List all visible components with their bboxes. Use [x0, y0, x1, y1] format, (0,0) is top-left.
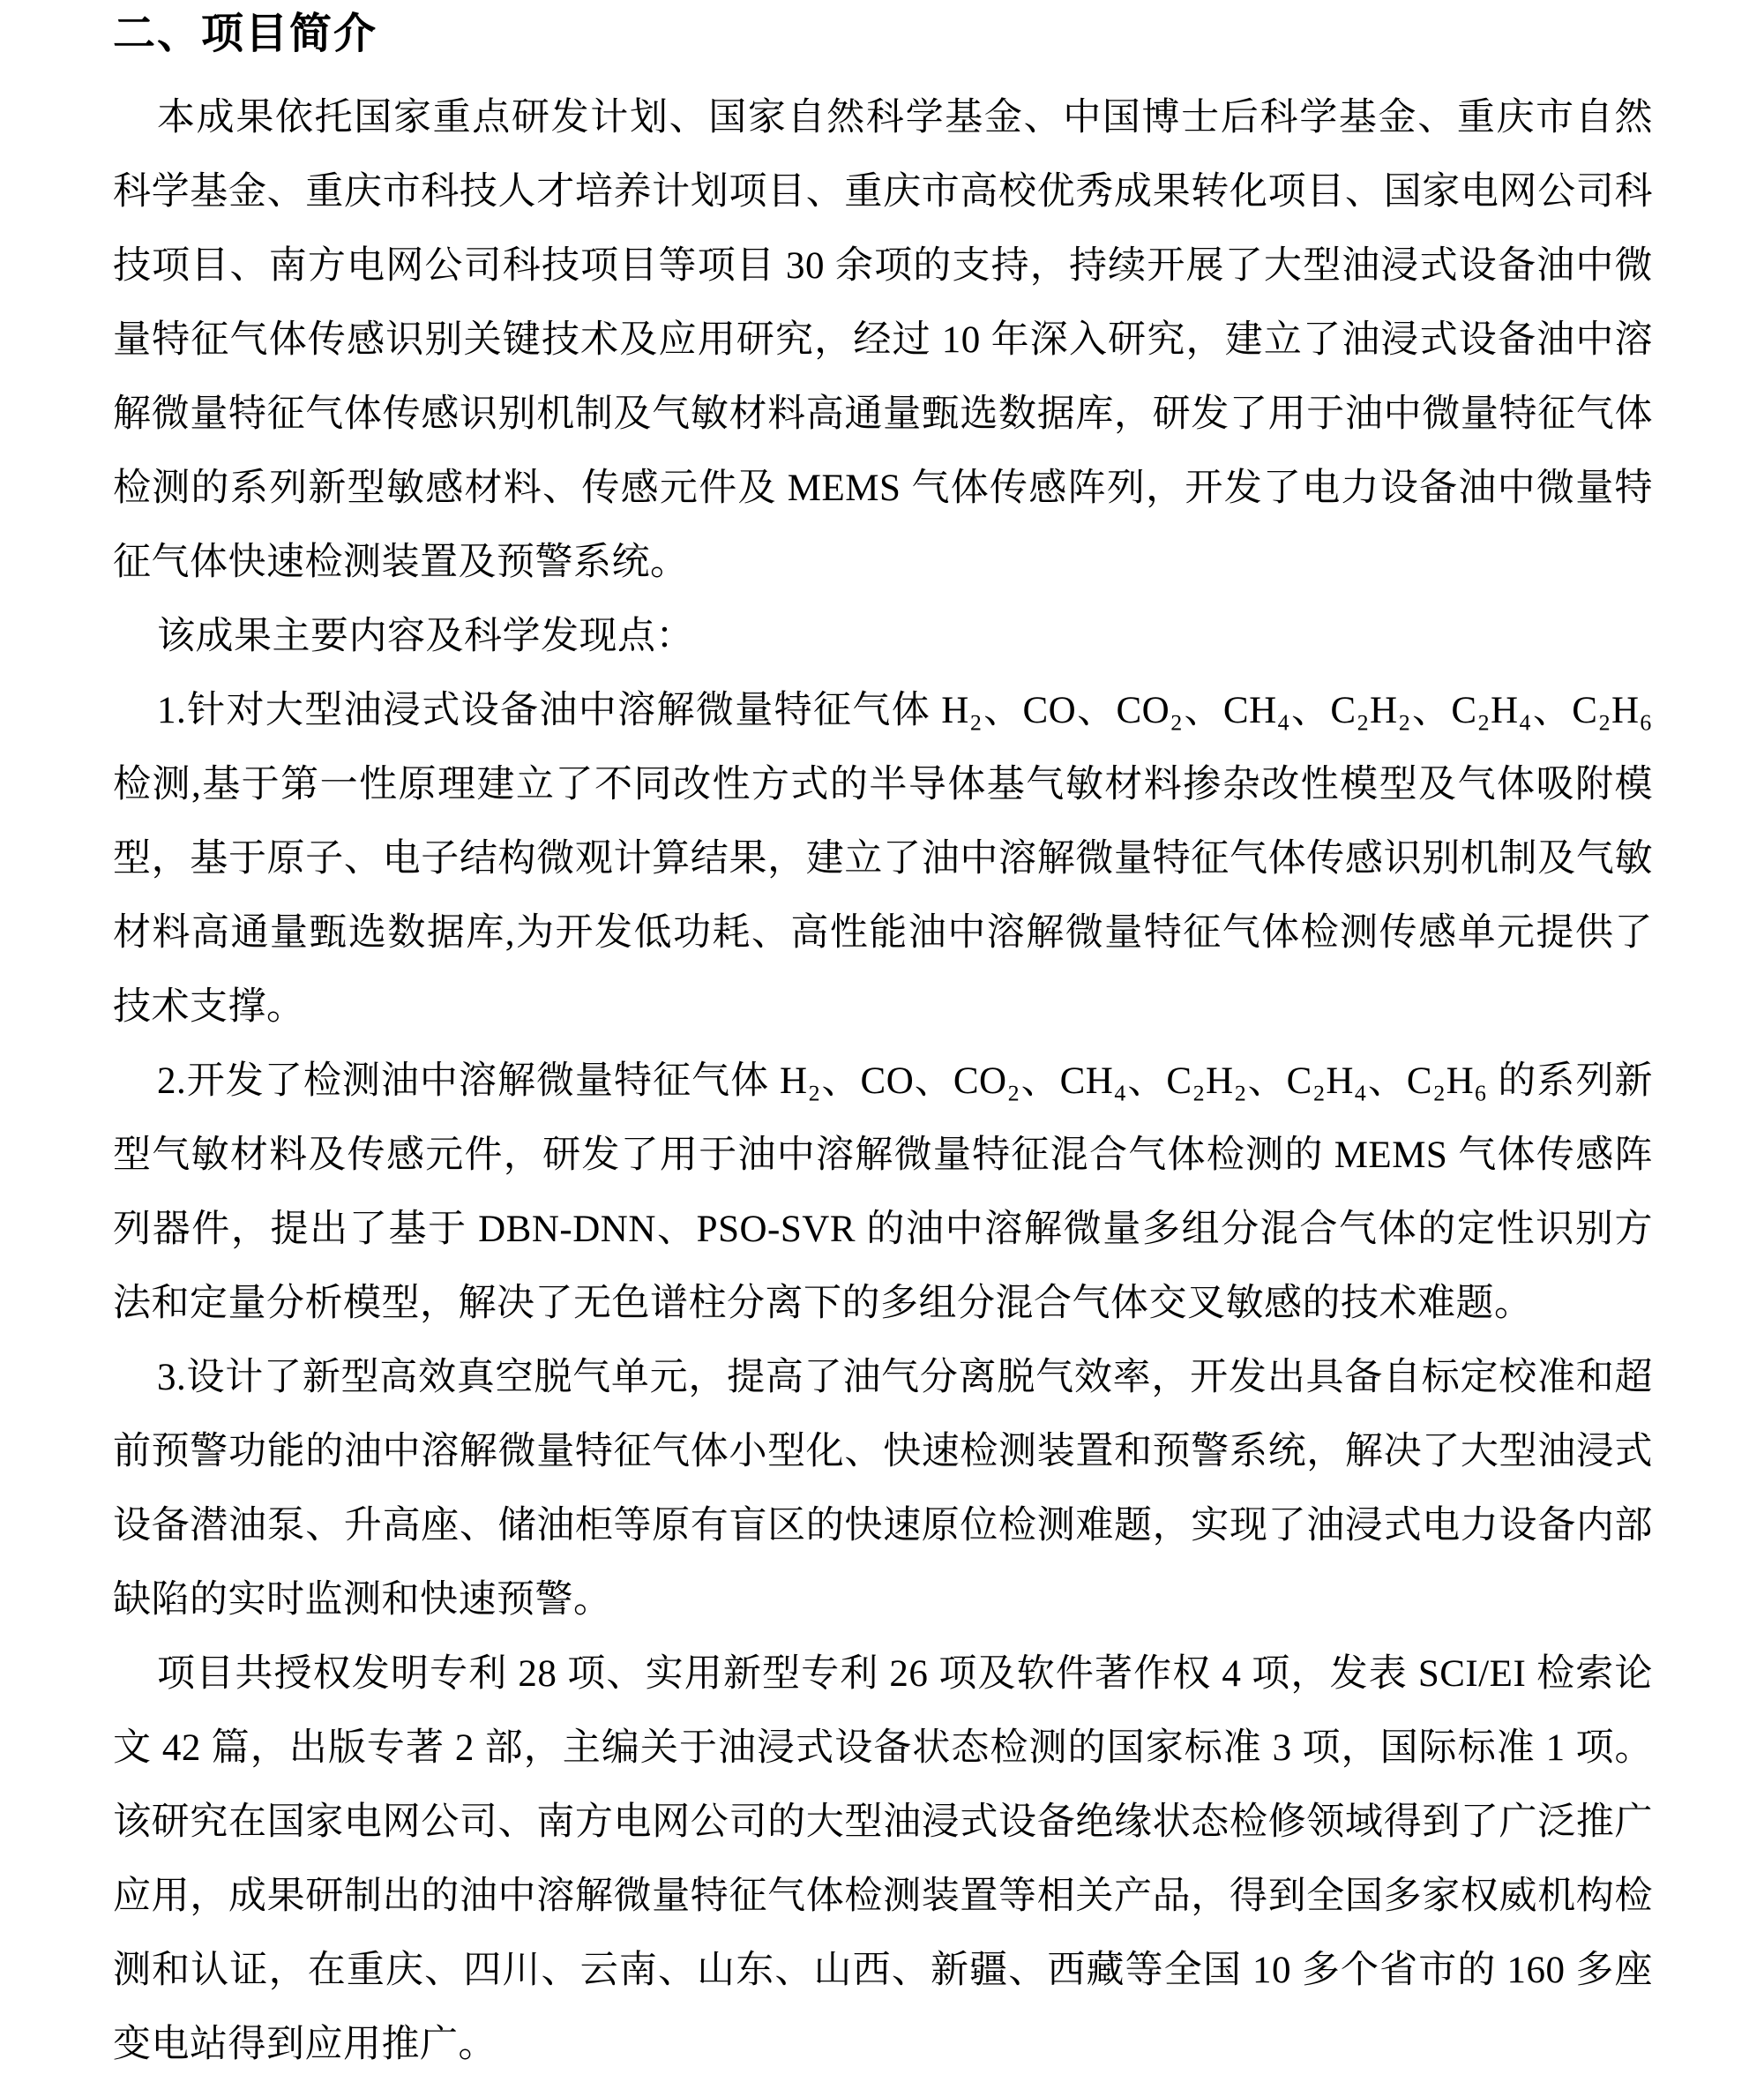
- paragraph-content-intro: 该成果主要内容及科学发现点：: [157, 616, 694, 657]
- paragraph-funding-overview: 本成果依托国家重点研发计划、国家自然科学基金、中国博士后科学基金、重庆市自然科学基金、重庆市科技人才培养计划项目、重庆市高校优秀成果转化项目、国家电网公司科技项目、南方电网公司科技项目等项目 30 余项的支持，持续开展了大型油浸式设备油中微量特征气体传感识别关键技术及应用研究，经过 10 年深入研究，建立了油浸式设备油中溶解微量特征气体传感识别机制及气敏材料高通量甄选数据库，研发了用于油中微量特征气体检测的系列新型敏感材料、传感元件及 MEMS 气体传感阵列，开发了电力设备油中微量特征气体快速检测装置及预警系统。: [113, 97, 1653, 583]
- section-title: 二、项目简介: [113, 11, 378, 57]
- paragraph-point-1: 1.针对大型油浸式设备油中溶解微量特征气体 H₂、CO、CO₂、CH₄、C₂H₂、C₂H₄、C₂H₆ 检测,基于第一性原理建立了不同改性方式的半导体基气敏材料掺杂改性模型及气体吸附模型，基于原子、电子结构微观计算结果，建立了油中溶解微量特征气体传感识别机制及气敏材料高通量甄选数据库,为开发低功耗、高性能油中溶解微量特征气体检测传感单元提供了技术支撑。: [113, 690, 1653, 1028]
- paragraph-point-2: 2.开发了检测油中溶解微量特征气体 H₂、CO、CO₂、CH₄、C₂H₂、C₂H₄、C₂H₆ 的系列新型气敏材料及传感元件，研发了用于油中溶解微量特征混合气体检测的 MEMS 气体传感阵列器件，提出了基于 DBN-DNN、PSO-SVR 的油中溶解微量多组分混合气体的定性识别方法和定量分析模型，解决了无色谱柱分离下的多组分混合气体交叉敏感的技术难题。: [113, 1060, 1653, 1324]
- paragraph-achievements: 项目共授权发明专利 28 项、实用新型专利 26 项及软件著作权 4 项，发表 SCI/EI 检索论文 42 篇，出版专著 2 部，主编关于油浸式设备状态检测的国家标准 3 项，国际标准 1 项。该研究在国家电网公司、南方电网公司的大型油浸式设备绝缘状态检修领域得到了广泛推广应用，成果研制出的油中溶解微量特征气体检测装置等相关产品，得到全国多家权威机构检测和认证，在重庆、四川、云南、山东、山西、新疆、西藏等全国 10 多个省市的 160 多座变电站得到应用推广。: [113, 1653, 1653, 2065]
- paragraph-point-3: 3.设计了新型高效真空脱气单元，提高了油气分离脱气效率，开发出具备自标定校准和超前预警功能的油中溶解微量特征气体小型化、快速检测装置和预警系统，解决了大型油浸式设备潜油泵、升高座、储油柜等原有盲区的快速原位检测难题，实现了油浸式电力设备内部缺陷的实时监测和快速预警。: [113, 1357, 1653, 1621]
